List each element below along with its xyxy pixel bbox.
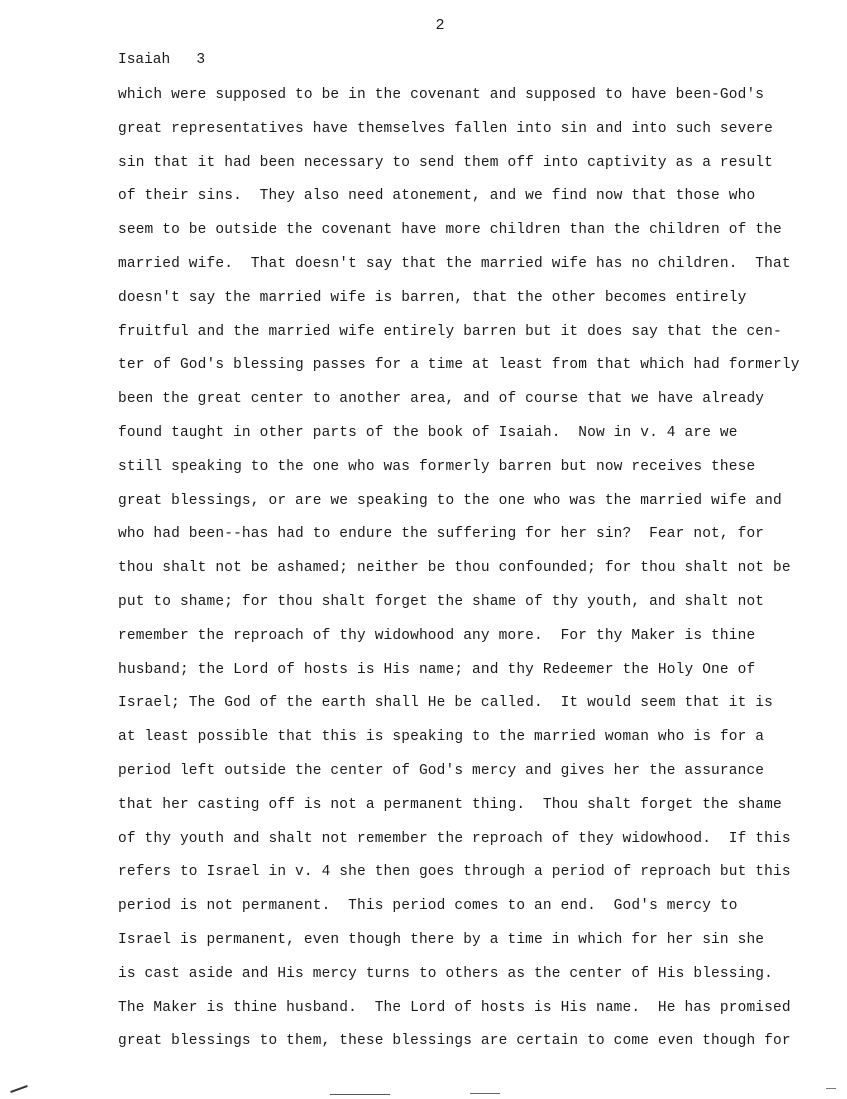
text-line: of their sins. They also need atonement, and we find now that those who: [118, 188, 756, 205]
text-line: at least possible that this is speaking to the married woman who is for a: [118, 729, 765, 746]
text-line: found taught in other parts of the book of Isaiah. Now in v. 4 are we: [118, 424, 738, 441]
scan-mark-left: [10, 1085, 28, 1093]
text-line: great blessings, or are we speaking to the one who was the married wife and: [118, 492, 782, 509]
text-line: of thy youth and shalt not remember the reproach of they widowhood. If this: [118, 830, 791, 847]
header-chapter: 3: [196, 52, 206, 68]
text-line: that her casting off is not a permanent thing. Thou shalt forget the shame: [118, 796, 782, 813]
text-line: sin that it had been necessary to send them off into captivity as a result: [118, 154, 774, 171]
text-line: great blessings to them, these blessings are certain to come even though for: [118, 1033, 791, 1050]
scan-mark-bottom: [330, 1094, 390, 1095]
text-line: which were supposed to be in the covenant and supposed to have been-God's: [118, 87, 765, 103]
text-line: The Maker is thine husband. The Lord of hosts is His name. He has promised: [118, 999, 791, 1016]
text-line: fruitful and the married wife entirely barren but it does say that the cen-: [118, 323, 782, 340]
text-line: doesn't say the married wife is barren, that the other becomes entirely: [118, 289, 747, 306]
body-text: [118, 79, 838, 1059]
text-line: still speaking to the one who was formerly barren but now receives these: [118, 458, 756, 475]
text-line: is cast aside and His mercy turns to others as the center of His blessing.: [118, 965, 774, 982]
text-line: Israel is permanent, even though there by a time in which for her sin she: [118, 931, 765, 948]
text-line: refers to Israel in v. 4 she then goes through a period of reproach but this: [118, 864, 791, 881]
text-line: who had been--has had to endure the suffering for her sin? Fear not, for: [118, 526, 765, 543]
text-line: period left outside the center of God's mercy and gives her the assurance: [118, 762, 765, 779]
text-line: husband; the Lord of hosts is His name; and thy Redeemer the Holy One of: [118, 661, 756, 678]
text-line: great representatives have themselves fallen into sin and into such severe: [118, 120, 774, 137]
text-line: put to shame; for thou shalt forget the shame of thy youth, and shalt not: [118, 593, 765, 610]
text-line: period is not permanent. This period comes to an end. God's mercy to: [118, 898, 738, 915]
text-line: thou shalt not be ashamed; neither be thou confounded; for thou shalt not be: [118, 560, 791, 577]
scan-mark-bottom-2: [470, 1093, 500, 1094]
scan-mark-right: [826, 1088, 836, 1089]
text-line: married wife. That doesn't say that the married wife has no children. That: [118, 255, 791, 272]
text-line: ter of God's blessing passes for a time at least from that which had formerly: [118, 357, 800, 374]
text-line: seem to be outside the covenant have more children than the children of the: [118, 222, 782, 239]
page-number: 2: [435, 17, 445, 34]
text-line: Israel; The God of the earth shall He be called. It would seem that it is: [118, 695, 774, 712]
page-header: [118, 50, 205, 70]
header-book: Isaiah: [118, 52, 171, 68]
text-line: been the great center to another area, and of course that we have already: [118, 391, 765, 408]
text-line: remember the reproach of thy widowhood any more. For thy Maker is thine: [118, 627, 756, 644]
